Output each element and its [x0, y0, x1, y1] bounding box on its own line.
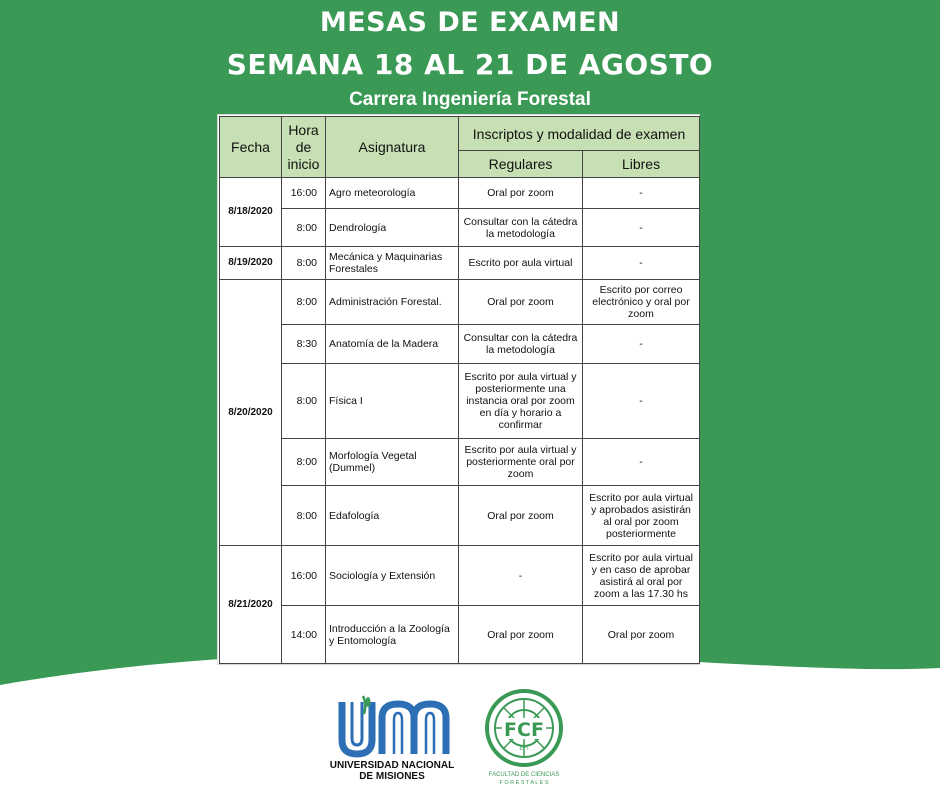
- header-asignatura: Asignatura: [326, 117, 459, 178]
- header-hora-3: inicio: [287, 155, 320, 172]
- regulares-cell: Consultar con la cátedra la metodología: [459, 325, 583, 364]
- libres-cell: -: [583, 325, 700, 364]
- unam-logo: [330, 696, 454, 782]
- regulares-cell: Consultar con la cátedra la metodología: [459, 209, 583, 247]
- hora-cell: 8:00: [282, 439, 326, 486]
- table-row: [220, 486, 700, 546]
- regulares-cell: Oral por zoom: [459, 280, 583, 325]
- libres-cell: Escrito por aula virtual y aprobados asistirán al oral por zoom posteriormente: [583, 486, 700, 546]
- exam-table-card: [217, 114, 700, 665]
- hora-cell: 16:00: [282, 546, 326, 606]
- hora-cell: 8:00: [282, 247, 326, 280]
- table-row: [220, 247, 700, 280]
- exam-schedule-table: [219, 116, 700, 664]
- regulares-cell: Escrito por aula virtual y posteriormente oral por zoom: [459, 439, 583, 486]
- header-hora-1: Hora: [288, 121, 319, 138]
- libres-cell: -: [583, 364, 700, 439]
- libres-cell: Escrito por aula virtual y en caso de aprobar asistirá al oral por zoom a las 17.30 hs: [583, 546, 700, 606]
- asignatura-cell: Física I: [326, 364, 459, 439]
- asignatura-cell: Anatomía de la Madera: [326, 325, 459, 364]
- page-title: MESAS DE EXAMEN: [319, 7, 621, 38]
- fcf-name-line-1: FACULTAD DE CIENCIAS: [488, 772, 560, 778]
- logos-footer: [330, 688, 590, 788]
- header-regulares: Regulares: [459, 151, 583, 178]
- career-subtitle: Carrera Ingeniería Forestal: [349, 89, 591, 110]
- asignatura-cell: Introducción a la Zoología y Entomología: [326, 606, 459, 664]
- regulares-cell: Escrito por aula virtual y posteriormente una instancia oral por zoom en día y horario a confirmar: [459, 364, 583, 439]
- date-cell: 8/21/2020: [220, 546, 282, 664]
- header-hora-2: de: [295, 138, 312, 155]
- regulares-cell: Escrito por aula virtual: [459, 247, 583, 280]
- hora-cell: 8:00: [282, 486, 326, 546]
- header-inscriptos: Inscriptos y modalidad de examen: [459, 117, 700, 151]
- asignatura-cell: Agro meteorología: [326, 178, 459, 209]
- header-libres: Libres: [583, 151, 700, 178]
- week-subtitle: SEMANA 18 AL 21 DE AGOSTO: [226, 48, 714, 81]
- hora-cell: 8:00: [282, 280, 326, 325]
- asignatura-cell: Administración Forestal.: [326, 280, 459, 325]
- date-cell: 8/20/2020: [220, 280, 282, 546]
- regulares-cell: Oral por zoom: [459, 606, 583, 664]
- date-cell: 8/18/2020: [220, 178, 282, 247]
- header-hora: [282, 117, 326, 178]
- table-row: [220, 178, 700, 209]
- asignatura-cell: Morfología Vegetal (Dummel): [326, 439, 459, 486]
- libres-cell: -: [583, 439, 700, 486]
- table-row: [220, 364, 700, 439]
- fcf-name-line-2: F O R E S T A L E S: [499, 780, 549, 786]
- asignatura-cell: Mecánica y Maquinarias Forestales: [326, 247, 459, 280]
- asignatura-cell: Edafología: [326, 486, 459, 546]
- libres-cell: Oral por zoom: [583, 606, 700, 664]
- hora-cell: 14:00: [282, 606, 326, 664]
- libres-cell: Escrito por correo electrónico y oral por zoom: [583, 280, 700, 325]
- hora-cell: 8:00: [282, 209, 326, 247]
- table-row: [220, 325, 700, 364]
- libres-cell: -: [583, 178, 700, 209]
- hora-cell: 16:00: [282, 178, 326, 209]
- fcf-logo: [487, 691, 561, 786]
- regulares-cell: Oral por zoom: [459, 486, 583, 546]
- hora-cell: 8:00: [282, 364, 326, 439]
- unam-name-line-1: UNIVERSIDAD NACIONAL: [330, 760, 455, 771]
- table-row: [220, 546, 700, 606]
- hora-cell: 8:30: [282, 325, 326, 364]
- asignatura-cell: Sociología y Extensión: [326, 546, 459, 606]
- regulares-cell: -: [459, 546, 583, 606]
- regulares-cell: Oral por zoom: [459, 178, 583, 209]
- table-row: [220, 280, 700, 325]
- fcf-mark: FCF: [504, 719, 544, 741]
- asignatura-cell: Dendrología: [326, 209, 459, 247]
- table-row: [220, 606, 700, 664]
- libres-cell: -: [583, 247, 700, 280]
- date-cell: 8/19/2020: [220, 247, 282, 280]
- unam-name-line-2: DE MISIONES: [359, 771, 425, 782]
- libres-cell: -: [583, 209, 700, 247]
- fcf-sub: EFI: [519, 746, 529, 752]
- table-row: [220, 209, 700, 247]
- table-row: [220, 439, 700, 486]
- header-fecha: Fecha: [220, 117, 282, 178]
